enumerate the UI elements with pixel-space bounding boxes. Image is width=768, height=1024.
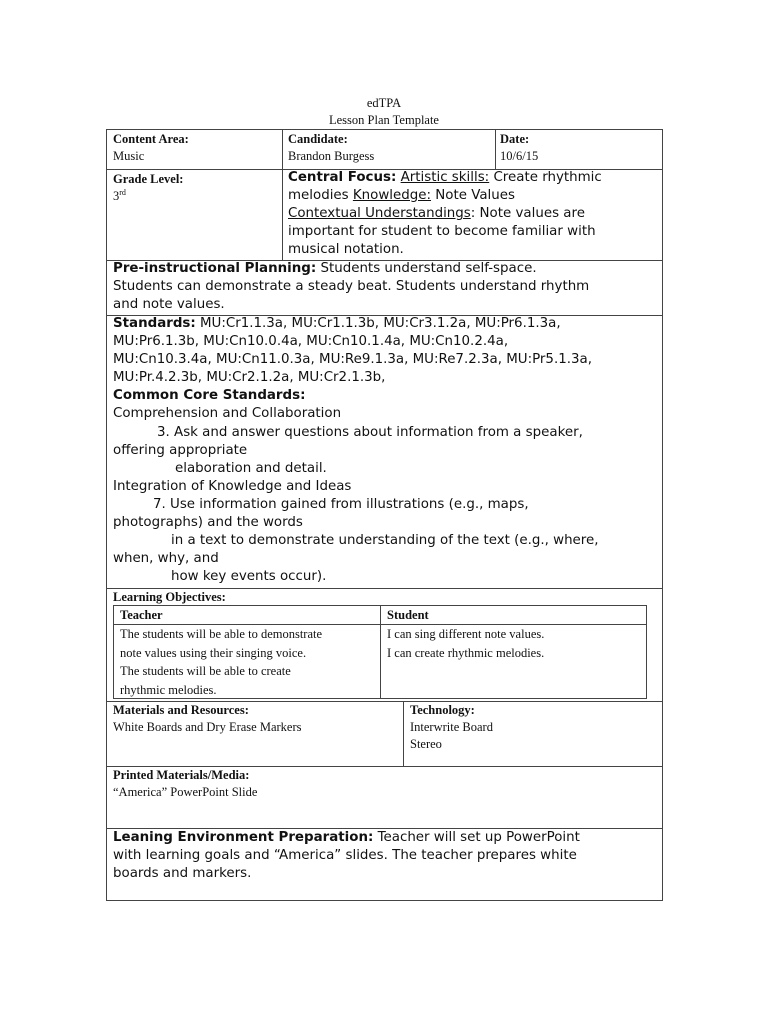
standards-cell bbox=[113, 315, 599, 586]
central-focus-label: Central Focus: bbox=[288, 170, 397, 185]
column-divider bbox=[282, 130, 283, 260]
content-area-cell bbox=[113, 131, 189, 165]
date-label: Date: bbox=[500, 132, 530, 146]
knowledge-text: Note Values bbox=[431, 188, 515, 204]
technology-cell bbox=[410, 702, 493, 753]
environment-text: with learning goals and “America” slides. The teacher prepares white bbox=[113, 848, 577, 864]
content-area-value: Music bbox=[113, 149, 145, 163]
pre-instructional-text: Students understand self-space. bbox=[316, 261, 537, 276]
candidate-cell bbox=[288, 131, 374, 165]
central-focus-text: musical notation. bbox=[288, 242, 404, 258]
grade-number: 3 bbox=[113, 189, 120, 203]
pre-instructional-text: and note values. bbox=[113, 297, 225, 313]
technology-label: Technology: bbox=[410, 703, 475, 717]
student-objectives bbox=[387, 625, 544, 662]
common-core-text: how key events occur). bbox=[171, 569, 327, 585]
document-title: edTPA bbox=[366, 96, 402, 110]
common-core-text: in a text to demonstrate understanding of the text (e.g., where, bbox=[171, 533, 599, 549]
teacher-objective-line: note values using their singing voice. bbox=[120, 645, 307, 660]
common-core-text: Comprehension and Collaboration bbox=[113, 406, 342, 422]
student-column-header: Student bbox=[387, 608, 429, 622]
artistic-skills-text: Create rhythmic bbox=[489, 170, 602, 185]
common-core-text: photographs) and the words bbox=[113, 515, 303, 531]
student-objective-line: I can create rhythmic melodies. bbox=[387, 645, 545, 660]
document-subtitle: Lesson Plan Template bbox=[329, 113, 439, 127]
teacher-column-header: Teacher bbox=[120, 608, 163, 622]
printed-materials-label: Printed Materials/Media: bbox=[113, 768, 250, 782]
technology-item: Interwrite Board bbox=[410, 720, 493, 734]
common-core-text: Integration of Knowledge and Ideas bbox=[113, 478, 352, 494]
pre-instructional-label: Pre-instructional Planning: bbox=[113, 261, 317, 276]
student-objective-line: I can sing different note values. bbox=[387, 627, 545, 641]
environment-label: Leaning Environment Preparation: bbox=[113, 830, 374, 845]
column-divider bbox=[403, 701, 404, 766]
common-core-text: 3. Ask and answer questions about information from a speaker, bbox=[157, 424, 583, 440]
content-area-label: Content Area: bbox=[113, 132, 189, 146]
knowledge-label: Knowledge: bbox=[352, 188, 432, 204]
column-divider bbox=[495, 130, 496, 169]
standards-text: MU:Pr.4.2.3b, MU:Cr2.1.2a, MU:Cr2.1.3b, bbox=[113, 370, 386, 386]
contextual-understandings-label: Contextual Understandings bbox=[288, 206, 471, 222]
standards-text: MU:Cr1.1.3a, MU:Cr1.1.3b, MU:Cr3.1.2a, MU:Pr6.1.3a, bbox=[195, 316, 561, 331]
environment-text: boards and markers. bbox=[113, 866, 252, 882]
central-focus-cell bbox=[288, 169, 602, 259]
printed-materials-value: “America” PowerPoint Slide bbox=[113, 785, 258, 799]
materials-value: White Boards and Dry Erase Markers bbox=[113, 720, 302, 734]
learning-objectives-label: Learning Objectives: bbox=[113, 590, 226, 604]
common-core-text: elaboration and detail. bbox=[175, 460, 327, 476]
environment-text: Teacher will set up PowerPoint bbox=[373, 830, 580, 845]
candidate-value: Brandon Burgess bbox=[288, 149, 375, 163]
grade-level-label: Grade Level: bbox=[113, 172, 184, 186]
date-cell bbox=[500, 131, 538, 165]
pre-instructional-cell bbox=[113, 260, 589, 314]
materials-cell bbox=[113, 702, 301, 736]
grade-level-value bbox=[113, 188, 183, 205]
grade-level-cell bbox=[113, 171, 183, 205]
standards-text: MU:Cn10.3.4a, MU:Cn11.0.3a, MU:Re9.1.3a, MU:Re7.2.3a, MU:Pr5.1.3a, bbox=[113, 352, 592, 368]
common-core-text: 7. Use information gained from illustrations (e.g., maps, bbox=[153, 496, 529, 512]
technology-item: Stereo bbox=[410, 737, 442, 751]
contextual-understandings-text: : Note values are bbox=[470, 206, 585, 222]
teacher-objective-line: The students will be able to create bbox=[120, 664, 291, 679]
central-focus-text: melodies bbox=[288, 188, 353, 204]
standards-label: Standards: bbox=[113, 316, 196, 331]
common-core-text: when, why, and bbox=[113, 551, 219, 567]
grade-suffix: rd bbox=[119, 187, 126, 197]
candidate-label: Candidate: bbox=[288, 132, 348, 146]
common-core-text: offering appropriate bbox=[113, 442, 248, 458]
teacher-objective-line: rhythmic melodies. bbox=[120, 682, 217, 697]
central-focus-text: important for student to become familiar with bbox=[288, 224, 596, 240]
teacher-objective-line: The students will be able to demonstrate bbox=[120, 627, 323, 641]
materials-label: Materials and Resources: bbox=[113, 703, 249, 717]
standards-text: MU:Pr6.1.3b, MU:Cn10.0.4a, MU:Cn10.1.4a, MU:Cn10.2.4a, bbox=[113, 334, 509, 350]
environment-cell bbox=[113, 829, 580, 883]
common-core-label: Common Core Standards: bbox=[113, 388, 306, 404]
artistic-skills-label: Artistic skills: bbox=[400, 170, 490, 185]
date-value: 10/6/15 bbox=[500, 149, 539, 163]
printed-materials-cell bbox=[113, 767, 257, 801]
objectives-column-divider bbox=[380, 606, 381, 698]
teacher-objectives bbox=[120, 625, 322, 699]
pre-instructional-text: Students can demonstrate a steady beat. Students understand rhythm bbox=[113, 279, 590, 295]
